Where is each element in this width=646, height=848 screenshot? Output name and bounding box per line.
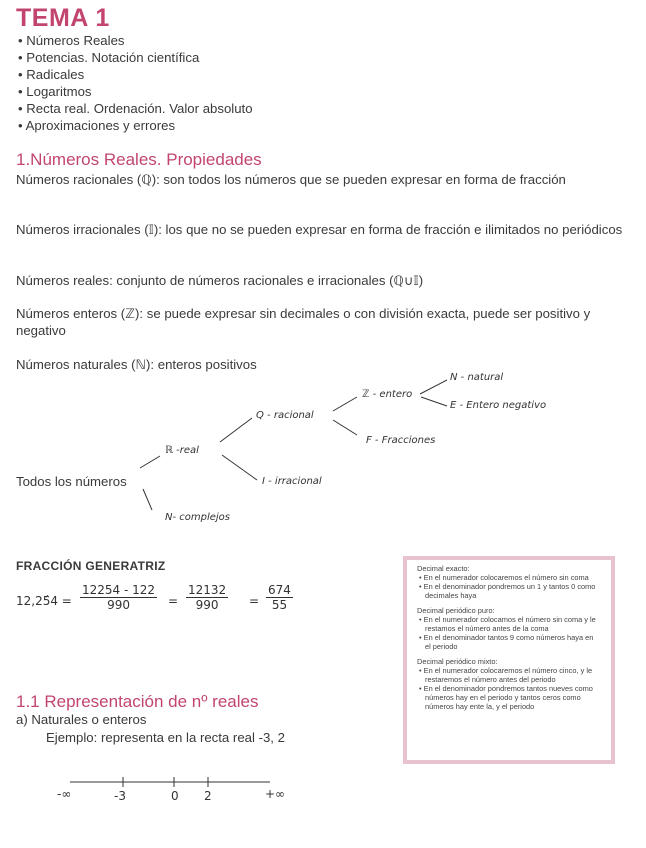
list-item: • Potencias. Notación científica [18, 49, 253, 66]
number-line [0, 770, 646, 810]
tree-complex: N- complejos [165, 512, 231, 523]
tree-negative: E - Entero negativo [450, 400, 547, 411]
subsection-heading: 1.1 Representación de nº reales [16, 692, 259, 711]
fraccion-lhs: 12,25̂4 = [16, 594, 72, 608]
tree-line [220, 418, 252, 442]
list-item: • Recta real. Ordenación. Valor absoluto [18, 100, 253, 117]
tree-line [143, 489, 152, 510]
tree-rational: Q - racional [256, 410, 314, 421]
topic-list [18, 32, 253, 134]
fraction-1 [80, 583, 157, 612]
tree-line [333, 420, 357, 435]
tree-real: ℝ -real [165, 445, 199, 456]
list-item: • Aproximaciones y errores [18, 117, 253, 134]
label-neg-inf: -∞ [57, 787, 72, 801]
list-item: • En el denominador pondremos tantos nueves como números hay en el periodo y tantos ceros como números hay ente la, y el periodo [417, 684, 601, 711]
fraccion-heading: FRACCIÓN GENERATRIZ [16, 559, 166, 573]
fraction-numerator: 12254 - 122 [82, 583, 156, 597]
fraction-numerator: 674 [268, 583, 291, 597]
tree-irrational: I - irracional [262, 476, 322, 487]
subsection-sub: a) Naturales o enteros [16, 712, 147, 727]
list-item: • En el denominador tantos 9 como números haya en el periodo [417, 633, 601, 651]
tree-fractions: F - Fracciones [366, 435, 436, 446]
list-item: • Logaritmos [18, 83, 253, 100]
tree-line [420, 380, 447, 394]
tree-integer: ℤ - entero [362, 389, 413, 400]
equals-sign: = [168, 594, 179, 608]
equals-sign: = [249, 594, 260, 608]
fraction-3 [266, 583, 293, 612]
label-two: 2 [204, 789, 212, 803]
box-list [417, 573, 601, 600]
fraction-numerator: 12132 [188, 583, 227, 597]
decimal-rules-box [403, 556, 615, 764]
section-heading: 1.Números Reales. Propiedades [16, 150, 262, 169]
list-item: • En el denominador pondremos un 1 y tantos 0 como decimales haya [417, 582, 601, 600]
box-heading: Decimal periódico puro: [417, 606, 495, 615]
tree-line [140, 456, 160, 468]
tree-natural: N - natural [450, 372, 504, 383]
page-title: TEMA 1 [16, 4, 110, 32]
example-text: Ejemplo: representa en la recta real -3, 2 [46, 730, 285, 745]
fraction-denominator: 55 [271, 598, 288, 612]
tree-line [333, 397, 357, 411]
list-item: • En el numerador colocaremos el número cinco, y le restaremos el número antes del periodo [417, 666, 601, 684]
label-minus-3: -3 [114, 789, 126, 803]
box-list [417, 666, 601, 711]
tree-line [421, 397, 447, 406]
paragraph-enteros: Números enteros (ℤ): se puede expresar sin decimales o con división exacta, puede ser positivo y negativo [16, 306, 591, 338]
tree-root: Todos los números [16, 474, 127, 489]
box-list [417, 615, 601, 651]
paragraph-irracionales: Números irracionales (𝕀): los que no se pueden expresar en forma de fracción e ilimitados no periódicos [16, 222, 623, 237]
paragraph-racionales: Números racionales (ℚ): son todos los números que se pueden expresar en forma de fracción [16, 172, 566, 187]
label-zero: 0 [171, 789, 179, 803]
fraction-denominator: 990 [107, 598, 130, 612]
list-item: • Números Reales [18, 32, 253, 49]
label-pos-inf: +∞ [265, 787, 286, 801]
list-item: • En el numerador colocaremos el número sin coma [417, 573, 601, 582]
list-item: • En el numerador colocamos el número sin coma y le restamos el número antes de la coma [417, 615, 601, 633]
paragraph-naturales: Números naturales (ℕ): enteros positivos [16, 357, 257, 372]
number-tree-lines [0, 370, 646, 540]
paragraph-reales: Números reales: conjunto de números racionales e irracionales (ℚ∪𝕀) [16, 273, 424, 288]
fraction-2 [186, 583, 228, 612]
fraction-denominator: 990 [195, 598, 219, 612]
tree-line [222, 455, 257, 480]
list-item: • Radicales [18, 66, 253, 83]
box-heading: Decimal exacto: [417, 564, 470, 573]
box-heading: Decimal periódico mixto: [417, 657, 498, 666]
